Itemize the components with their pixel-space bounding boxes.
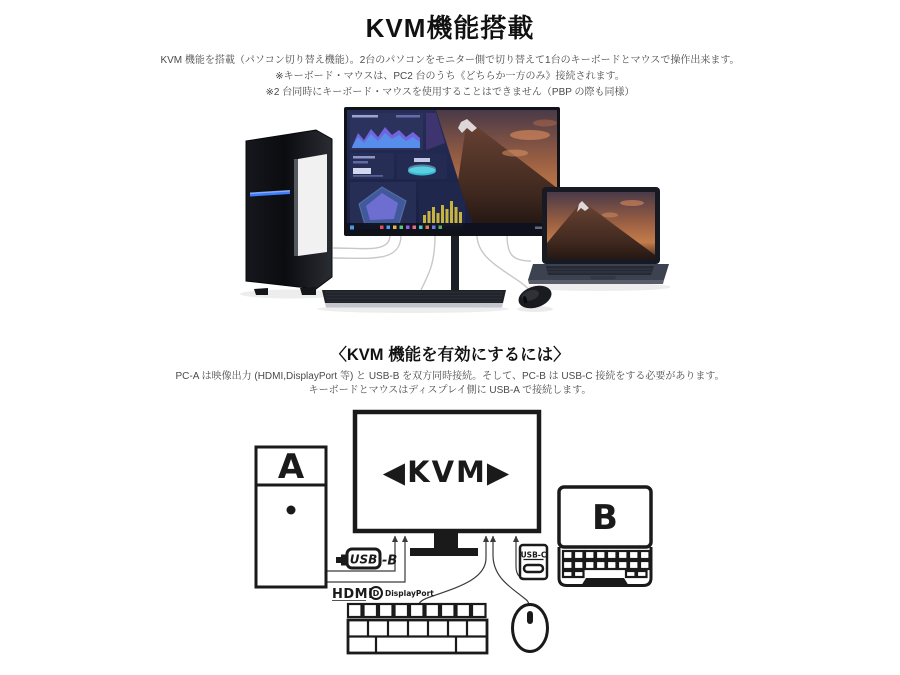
enable-description-2: キーボードとマウスはディスプレイ側に USB-A で接続します。 (308, 385, 592, 396)
product-photo-svg (230, 103, 670, 318)
note-simultaneous: ※2 台同時にキーボード・マウスを使用することはできません（PBP の際も同様） (265, 87, 635, 98)
usb-b-connector-icon (336, 549, 397, 569)
power-button-dot (287, 506, 296, 515)
usb-b-text: USB (349, 552, 378, 567)
diagram-monitor (355, 412, 539, 556)
pc-a-label: A (277, 447, 305, 487)
kvm-switch-label: ◀KVM▶ (382, 455, 512, 489)
diagram-laptop-b (559, 487, 651, 586)
pc-b-label: B (592, 498, 618, 538)
mouse-wheel (527, 611, 533, 624)
diagram-mouse (513, 605, 548, 652)
kvm-enable-heading: 〈KVM 機能を有効にするには〉 (330, 346, 570, 364)
hdmi-logo (332, 587, 373, 602)
displayport-text: DisplayPort (385, 589, 434, 598)
laptop-keys (563, 551, 650, 577)
enable-description-1: PC-A は映像出力 (HDMI,DisplayPort 等) と USB-B を双方同時接続。そして、PC-B は USB-C 接続をする必要があります。 (175, 371, 725, 382)
kvm-connection-diagram (240, 408, 670, 666)
monitor-photo (344, 107, 560, 298)
note-keyboard-mouse: ※キーボード・マウスは、PC2 台のうち《どちらか一方のみ》接続されます。 (275, 71, 625, 82)
monitor-stand-neck (434, 532, 458, 549)
displayport-letter: D (372, 589, 380, 598)
kvm-diagram-svg (240, 408, 670, 666)
hdmi-text: HDMI (332, 587, 374, 602)
photo-cables (333, 235, 531, 290)
intro-text: KVM 機能を搭載（パソコン切り替え機能）。2台のパソコンをモニター側で切り替えて1台のキーボードとマウスで操作出来ます。 (160, 55, 740, 66)
diagram-pc-a (256, 447, 326, 587)
laptop-photo (528, 187, 669, 284)
usb-c-text: USB-C (520, 550, 547, 560)
keyboard-photo (322, 290, 506, 308)
diagram-keyboard (348, 604, 487, 653)
laptop-hinge (581, 578, 629, 586)
usb-c-connector-icon (520, 545, 547, 579)
displayport-logo (370, 587, 434, 599)
product-photo (230, 103, 670, 318)
usb-b-suffix-text: -B (382, 553, 398, 569)
monitor-stand-base (410, 548, 478, 556)
page-title: KVM機能搭載 (365, 13, 535, 43)
pc-tower-photo (246, 130, 332, 295)
